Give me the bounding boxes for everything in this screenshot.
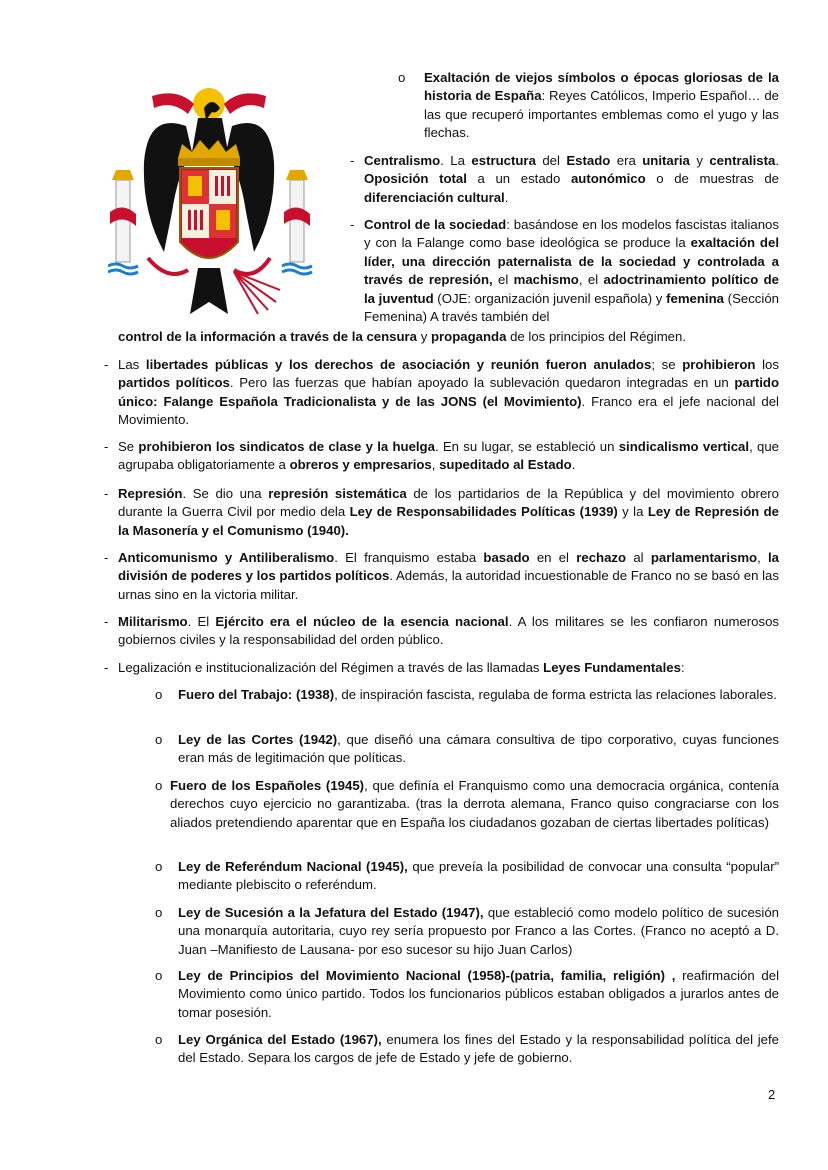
circle-bullet: o [155,905,163,920]
circle-bullet: o [155,778,163,793]
circle-bullet: o [155,687,163,702]
dash-bullet: - [104,486,109,501]
dash-bullet: - [104,439,109,454]
dash-bullet: - [350,153,355,168]
ley-item: Ley Orgánica del Estado (1967), enumera los fines del Estado y la responsabilidad política del jefe del Estado. Separa los cargos de jefe de Estado y jefe de gobierno. [178,1032,779,1066]
dash-bullet: - [104,614,109,629]
libertades-item: Las libertades públicas y los derechos de asociación y reunión fueron anulados; se prohibieron los partidos políticos. Pero las fuerzas que habían apoyado la sublevación quedaron integradas en un partido único: Falange Española Tradicionalista y de las JONS (el Movimiento). Franco era el jefe nacional del Movimiento. [118,357,780,428]
circle-bullet: o [155,1032,163,1047]
ley-item: Ley de Sucesión a la Jefatura del Estado (1947), que estableció como modelo político de sucesión una monarquía autoritaria, cuyo rey sería propuesto por Franco a las Cortes. (Franco no aceptó a D. Juan –Manifiesto de Lausana- por eso sucesor su hijo Juan Carlos) [178,905,779,957]
legalizacion-item: Legalización e institucionalización del Régimen a través de las llamadas Leyes Fundamentales: [118,660,685,675]
ley-item: Fuero del Trabajo: (1938), de inspiración fascista, regulaba de forma estricta las relaciones laborales. [178,687,777,702]
centralismo-item: Centralismo. La estructura del Estado era unitaria y centralista. Oposición total a un estado autonómico o de muestras de diferenciación cultural. [364,153,779,205]
sindicatos-item: Se prohibieron los sindicatos de clase y la huelga. En su lugar, se estableció un sindicalismo vertical, que agrupaba obligatoriamente a obreros y empresarios, supeditado al Estado. [118,439,779,473]
circle-bullet: o [155,732,163,747]
circle-bullet: o [155,968,163,983]
coat-of-arms-image [108,82,314,322]
ley-item: Ley de Principios del Movimiento Nacional (1958)-(patria, familia, religión) , reafirmación del Movimiento como único partido. Todos los funcionarios públicos estaban obligados a jurarlos antes de tomar posesión. [178,968,780,1020]
exaltacion-item: Exaltación de viejos símbolos o épocas gloriosas de la historia de España: Reyes Católicos, Imperio Español… de las que recuperó importantes emblemas como el yugo y las flechas. [424,70,779,141]
militarismo-item: Militarismo. El Ejército era el núcleo de la esencia nacional. A los militares se les confiaron numerosos gobiernos civiles y la responsabilidad del orden público. [118,614,780,648]
dash-bullet: - [104,660,109,675]
represion-item: Represión. Se dio una represión sistemática de los partidarios de la República y del movimiento obrero durante la Guerra Civil por medio dela Ley de Responsabilidades Políticas (1939) y la Ley de Represión de la Masonería y el Comunismo (1940). [118,486,779,538]
ley-item: Fuero de los Españoles (1945), que definía el Franquismo como una democracia orgánica, contenía derechos cuyo ejercicio no garantizaba. (tras la derrota alemana, Franco quiso congraciarse con los aliados pretendiendo aparentar que en España los ciudadanos gozaban de ciertas libertades políticas) [170,778,779,830]
control-sociedad-continuation: control de la información a través de la censura y propaganda de los principios del Régimen. [118,329,687,344]
anticomunismo-item: Anticomunismo y Antiliberalismo. El franquismo estaba basado en el rechazo al parlamentarismo, la división de poderes y los partidos políticos. Además, la autoridad incuestionable de Franco no se basó en las urnas sino en la victoria militar. [118,550,780,602]
dash-bullet: - [104,550,109,565]
control-sociedad-item: Control de la sociedad: basándose en los modelos fascistas italianos y con la Falange como base ideológica se produce la exaltación del líder, una dirección paternalista de la sociedad y controlada a través de represión, el machismo, el adoctrinamiento político de la juventud (OJE: organización juvenil española) y femenina (Sección Femenina) A través también del [364,217,779,325]
circle-bullet: o [155,859,163,874]
ley-item: Ley de Referéndum Nacional (1945), que preveía la posibilidad de convocar una consulta “popular” mediante plebiscito o referéndum. [178,859,780,893]
dash-bullet: - [104,357,109,372]
dash-bullet: - [350,217,355,232]
page-number: 2 [768,1087,776,1102]
ley-item: Ley de las Cortes (1942), que diseñó una cámara consultiva de tipo corporativo, cuyas funciones eran más de legitimación que políticas. [178,732,779,766]
circle-bullet: o [398,70,406,85]
